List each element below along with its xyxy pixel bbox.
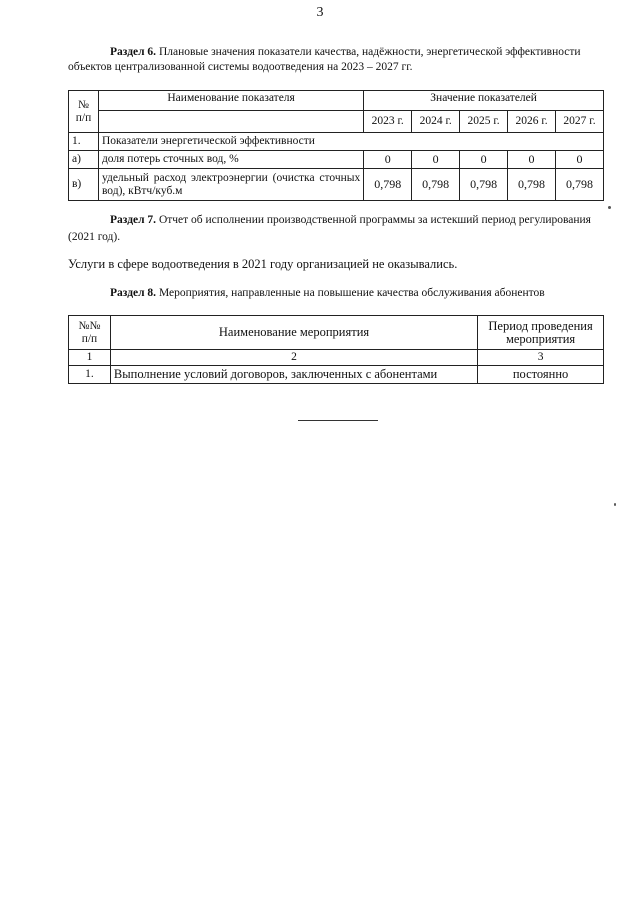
index-cell: 2 [110, 350, 477, 366]
scan-speck [608, 206, 611, 209]
table-row [69, 366, 604, 384]
header-num-line2: п/п [75, 111, 92, 124]
header-values: Значение показателей [364, 91, 604, 111]
header-num-line1: № [77, 98, 89, 111]
scan-speck [614, 503, 616, 506]
header-year: 2023 г. [364, 111, 412, 133]
table-row [69, 169, 604, 201]
header-num [69, 91, 99, 133]
row-value: 0 [556, 151, 604, 169]
row-value: 0 [460, 151, 508, 169]
row-value: 0,798 [412, 169, 460, 201]
section7-heading [110, 213, 610, 227]
row-value: 0 [508, 151, 556, 169]
header-period-line2: мероприятия [505, 331, 576, 346]
header-num [69, 316, 111, 350]
closing-rule [298, 420, 378, 421]
index-cell: 1 [69, 350, 111, 366]
header-period [478, 316, 604, 350]
section8-title: Мероприятия, направленные на повышение качества обслуживания абонентов [158, 287, 545, 299]
row-value: 0 [364, 151, 412, 169]
row-name: Выполнение условий договоров, заключенных с абонентами [110, 366, 477, 384]
table-row [69, 133, 604, 151]
section6-title-line2: объектов централизованной системы водоотведения на 2023 – 2027 гг. [68, 61, 413, 73]
row-value: 0,798 [556, 169, 604, 201]
index-cell: 3 [478, 350, 604, 366]
table-row [69, 151, 604, 169]
section6-table [68, 90, 604, 201]
header-year: 2025 г. [460, 111, 508, 133]
row-num: 1. [69, 133, 99, 151]
header-name: Наименование мероприятия [110, 316, 477, 350]
header-name: Наименование показателя [98, 91, 363, 111]
row-name: доля потерь сточных вод, % [98, 151, 363, 169]
section6-heading [110, 45, 610, 59]
row-value: 0,798 [364, 169, 412, 201]
section7-label: Раздел 7. [110, 214, 157, 226]
header-year: 2027 г. [556, 111, 604, 133]
section7-note: Услуги в сфере водоотведения в 2021 году организацией не оказывались. [68, 257, 458, 271]
row-num: 1. [69, 366, 111, 384]
page-number: 3 [316, 5, 324, 20]
section6-title-line1: Плановые значения показатели качества, надёжности, энергетической эффективности [158, 46, 581, 58]
row-num: в) [69, 169, 99, 201]
header-num-line2: п/п [81, 332, 98, 345]
row-value: 0 [412, 151, 460, 169]
row-name: Показатели энергетической эффективности [98, 133, 603, 151]
row-period: постоянно [478, 366, 604, 384]
section8-heading [110, 286, 610, 300]
header-period-line1: Период проведения [488, 318, 593, 333]
row-name: удельный расход электроэнергии (очистка сточных вод), кВтч/куб.м [98, 169, 363, 201]
section6-label: Раздел 6. [110, 46, 157, 58]
row-num: а) [69, 151, 99, 169]
header-year: 2024 г. [412, 111, 460, 133]
section7-text-line2: (2021 год). [68, 231, 121, 243]
row-value: 0,798 [508, 169, 556, 201]
section7-text-line1: Отчет об исполнении производственной программы за истекший период регулирования [158, 214, 591, 226]
header-num-line1: №№ [78, 319, 101, 332]
row-value: 0,798 [460, 169, 508, 201]
header-year: 2026 г. [508, 111, 556, 133]
index-row [69, 350, 604, 366]
section8-table [68, 315, 604, 384]
section8-label: Раздел 8. [110, 287, 157, 299]
header-name-continuation [98, 111, 363, 133]
